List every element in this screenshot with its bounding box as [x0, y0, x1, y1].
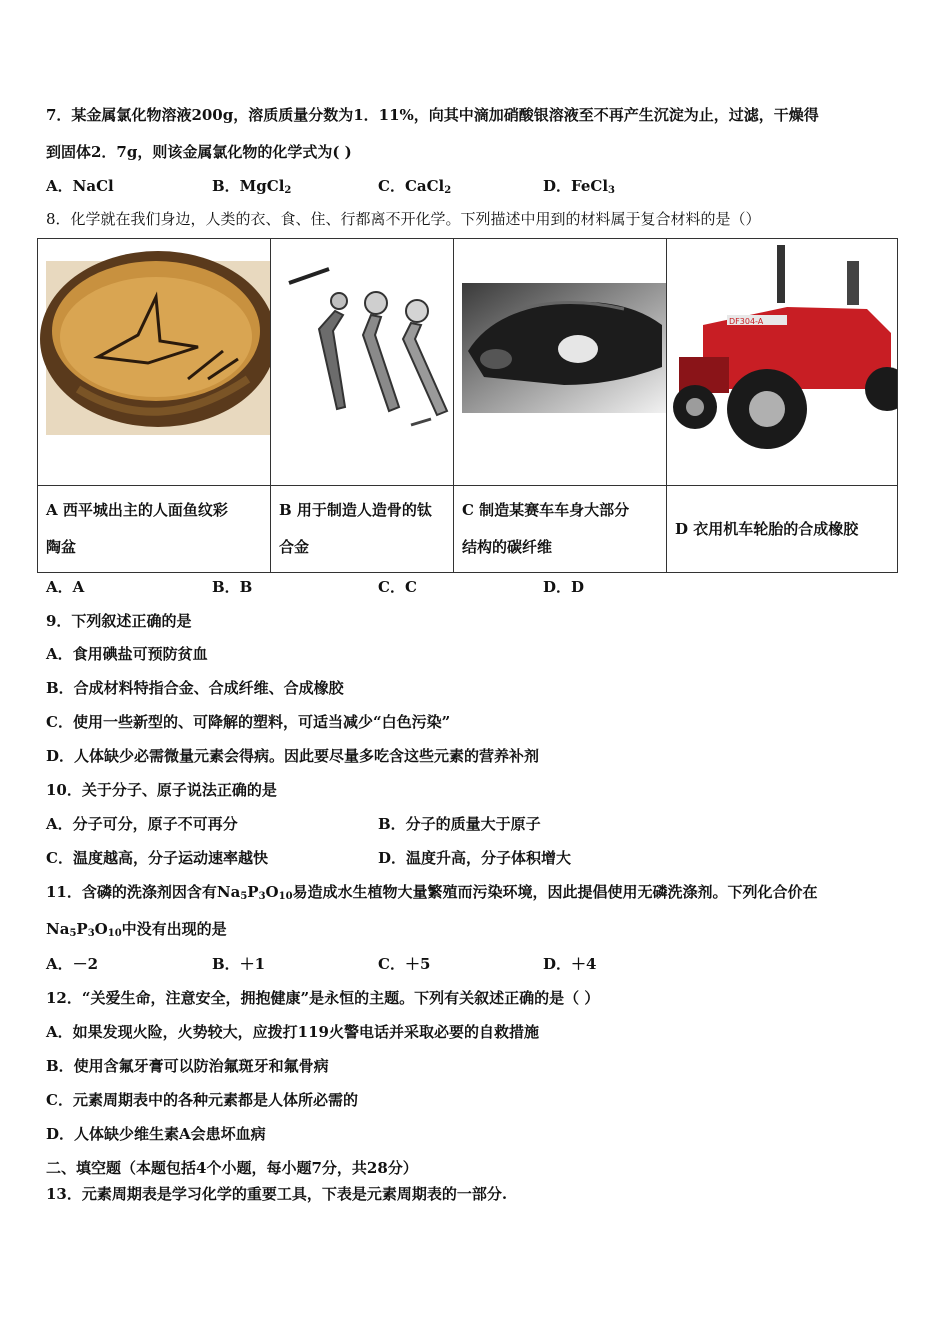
q11-option-d: D．＋4 — [543, 955, 597, 973]
q8-materials-table — [37, 238, 898, 573]
q11-option-b: B．＋1 — [212, 955, 266, 973]
q9-option-b: B．合成材料特指合金、合成纤维、合成橡胶 — [46, 679, 344, 697]
q12-option-b: B．使用含氟牙膏可以防治氟斑牙和氟骨病 — [46, 1057, 329, 1075]
q8-stem: 8．化学就在我们身边，人类的衣、食、住、行都离不开化学。下列描述中用到的材料属于复合材料的是（） — [46, 210, 761, 228]
q7-option-d: D．FeCl$_3$ — [543, 177, 615, 196]
caption-d-line-1: D 衣用机车轮胎的合成橡胶 — [675, 519, 859, 538]
caption-b-line-1: B 用于制造人造骨的钛 — [279, 501, 432, 519]
q10-stem: 10．关于分子、原子说法正确的是 — [46, 781, 277, 799]
q9-option-d: D．人体缺少必需微量元素会得病。因此要尽量多吃含这些元素的营养补剂 — [46, 747, 540, 765]
titanium-hip-implant-image — [271, 239, 453, 485]
q12-stem: 12．“关爱生命，注意安全，拥抱健康”是永恒的主题。下列有关叙述正确的是（ ） — [46, 989, 600, 1007]
q8-option-b: B．B — [212, 578, 253, 596]
caption-a-line-1: A 西平城出主的人面鱼纹彩 — [46, 501, 228, 519]
q7-option-a: A．NaCl — [46, 177, 114, 195]
red-tractor-image — [667, 239, 897, 485]
q11-option-c: C．＋5 — [378, 955, 431, 973]
q12-option-c: C．元素周期表中的各种元素都是人体所必需的 — [46, 1091, 358, 1109]
caption-c — [454, 486, 667, 573]
caption-c-line-1: C 制造某赛车车身大部分 — [462, 501, 630, 519]
q10-option-b: B．分子的质量大于原子 — [378, 815, 541, 833]
q10-option-c: C．温度越高，分子运动速率越快 — [46, 849, 268, 867]
q13-stem: 13．元素周期表是学习化学的重要工具，下表是元素周期表的一部分. — [46, 1185, 508, 1203]
q10-option-a: A．分子可分，原子不可再分 — [46, 815, 238, 833]
q11-option-a: A．－2 — [46, 955, 99, 973]
caption-b-line-2: 合金 — [279, 538, 310, 556]
tractor-plate-text: DF304-A — [729, 317, 764, 326]
q9-stem: 9．下列叙述正确的是 — [46, 612, 192, 630]
painted-pottery-bowl-image — [38, 239, 270, 485]
q7-line-1: 7．某金属氯化物溶液200g，溶质质量分数为1．11%，向其中滴加硝酸银溶液至不再产生沉淀为止，过滤，干燥得 — [46, 106, 819, 124]
caption-b — [271, 486, 454, 573]
q7-option-b: B．MgCl$_2$ — [212, 177, 292, 196]
image-cell-d — [667, 239, 898, 486]
image-cell-a — [38, 239, 271, 486]
caption-a — [38, 486, 271, 573]
q10-option-d: D．温度升高，分子体积增大 — [378, 849, 572, 867]
caption-d — [667, 486, 898, 573]
q11-line-2: $Na_5P_3O_{10}$中没有出现的是 — [46, 920, 227, 939]
q11-line-1: 11．含磷的洗涤剂因含有$Na_5P_3O_{10}$易造成水生植物大量繁殖而污染环境，因此提倡使用无磷洗涤剂。下列化合价在 — [46, 883, 818, 902]
caption-c-line-2: 结构的碳纤维 — [462, 538, 553, 556]
caption-a-line-2: 陶盆 — [46, 538, 77, 556]
image-cell-c — [454, 239, 667, 486]
q8-option-c: C．C — [378, 578, 417, 596]
q12-option-a: A．如果发现火险，火势较大，应拨打119火警电话并采取必要的自救措施 — [46, 1023, 539, 1041]
q8-option-d: D．D — [543, 578, 585, 596]
q12-option-d: D．人体缺少维生素A会患坏血病 — [46, 1125, 266, 1143]
q8-option-a: A．A — [46, 578, 85, 596]
q7-option-c: C．CaCl$_2$ — [378, 177, 452, 196]
q9-option-c: C．使用一些新型的、可降解的塑料，可适当减少“白色污染” — [46, 713, 451, 731]
q7-line-2: 到固体2．7g，则该金属氯化物的化学式为( ) — [46, 143, 352, 161]
image-cell-b — [271, 239, 454, 486]
carbon-fiber-car-body-image — [454, 239, 666, 485]
section-2-heading: 二、填空题（本题包括4个小题，每小题7分，共28分） — [46, 1159, 418, 1177]
q9-option-a: A．食用碘盐可预防贫血 — [46, 645, 208, 663]
